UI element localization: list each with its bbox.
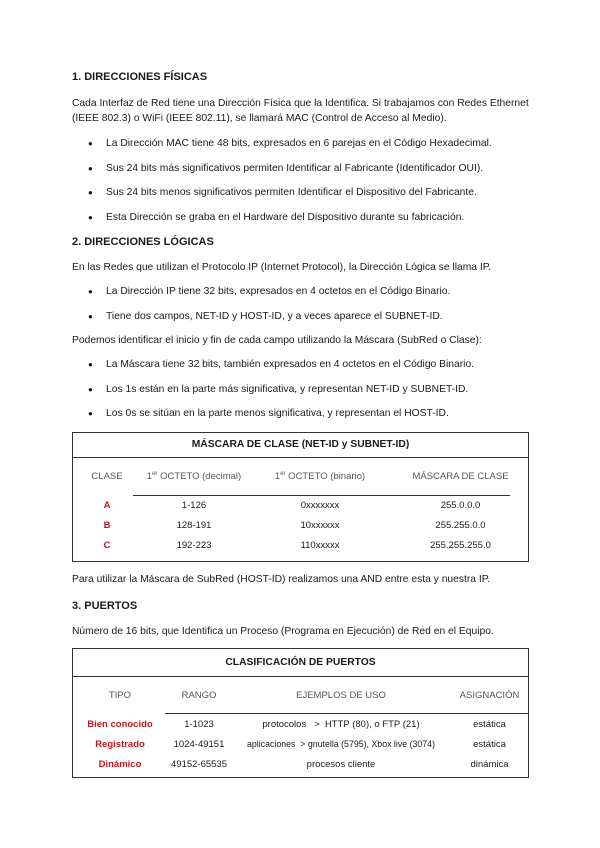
table-row: Dinámico 49152-65535 procesos cliente dinámica xyxy=(98,758,509,770)
mask-table-title: MÁSCARA DE CLASE (NET-ID y SUBNET-ID) xyxy=(73,433,528,458)
table-row: B 128-191 10xxxxxx 255.255.0.0 xyxy=(103,519,486,531)
ports-intro-paragraph: Número de 16 bits, que Identifica un Proceso (Programa en Ejecución) de Red en el Equipo. xyxy=(72,626,494,637)
section-heading-logical: 2. DIRECCIONES LÓGICAS xyxy=(72,236,214,248)
table-row: A 1-126 0xxxxxxx 255.0.0.0 xyxy=(103,500,481,511)
list-item: ● La Dirección MAC tiene 48 bits, expresados en 6 parejas en el Código Hexadecimal. xyxy=(88,137,492,151)
col-header-ejemplos: EJEMPLOS DE USO xyxy=(296,689,386,701)
col-header-decimal: 1er OCTETO (decimal) xyxy=(146,470,242,483)
physical-intro-paragraph: Cada Interfaz de Red tiene una Dirección Física que la Identifica. Si trabajamos con Redes Ethernet (IEEE 802.3) o WiFi (IEEE 802.11), se llamará MAC (Control de Acceso al Medio). xyxy=(72,98,529,124)
table-row: Bien conocido 1-1023 protocolos > HTTP (80), o FTP (21) estática xyxy=(87,718,506,730)
port-table-grid xyxy=(73,677,528,774)
section-heading-ports: 3. PUERTOS xyxy=(72,600,138,612)
col-header-binary: 1er OCTETO (binario) xyxy=(274,470,366,483)
list-item: ● La Dirección IP tiene 32 bits, expresados en 4 octetos en el Código Binario. xyxy=(88,285,450,299)
table-row: Registrado 1024-49151 aplicaciones > gnutella (5795), Xbox live (3074) estática xyxy=(95,738,506,750)
logical-intro-paragraph: En las Redes que utilizan el Protocolo IP (Internet Protocol), la Dirección Lógica se llama IP. xyxy=(72,262,492,273)
list-item: ● La Máscara tiene 32 bits, también expresados en 4 octetos en el Código Binario. xyxy=(88,358,474,372)
col-header-clase: CLASE xyxy=(91,471,123,482)
col-header-asignacion: ASIGNACIÓN xyxy=(459,689,520,701)
col-header-tipo: TIPO xyxy=(108,689,132,701)
mask-intro-paragraph: Podemos identificar el inicio y fin de cada campo utilizando la Máscara (SubRed o Clase): xyxy=(72,335,482,346)
col-header-mask: MÁSCARA DE CLASE xyxy=(412,471,509,482)
port-classification-table xyxy=(72,648,529,778)
port-table-title: CLASIFICACIÓN DE PUERTOS xyxy=(73,649,528,677)
table-row: C 192-223 110xxxxx 255.255.255.0 xyxy=(103,539,491,551)
col-header-rango: RANGO xyxy=(181,689,217,701)
and-operation-paragraph: Para utilizar la Máscara de SubRed (HOST-ID) realizamos una AND entre esta y nuestra IP. xyxy=(72,574,491,585)
list-item: ● Tiene dos campos, NET-ID y HOST-ID, y a veces aparece el SUBNET-ID. xyxy=(88,310,443,324)
mask-table-grid xyxy=(73,458,528,555)
list-item: ● Sus 24 bits más significativos permiten Identificar al Fabricante (Identificador OUI). xyxy=(88,162,483,176)
list-item: ● Esta Dirección se graba en el Hardware del Dispositivo durante su fabricación. xyxy=(88,211,464,225)
mask-class-table xyxy=(72,432,529,562)
list-item: ● Los 1s están en la parte más significativa, y representan NET-ID y SUBNET-ID. xyxy=(88,383,468,397)
list-item: ● Sus 24 bits menos significativos permiten Identificar el Dispositivo del Fabricante. xyxy=(88,186,477,200)
table-header-row xyxy=(73,677,528,713)
list-item: ● Los 0s se sitúan en la parte menos significativa, y representan el HOST-ID. xyxy=(88,407,449,421)
section-heading-physical: 1. DIRECCIONES FÍSICAS xyxy=(72,71,208,83)
table-header-row xyxy=(73,458,528,495)
